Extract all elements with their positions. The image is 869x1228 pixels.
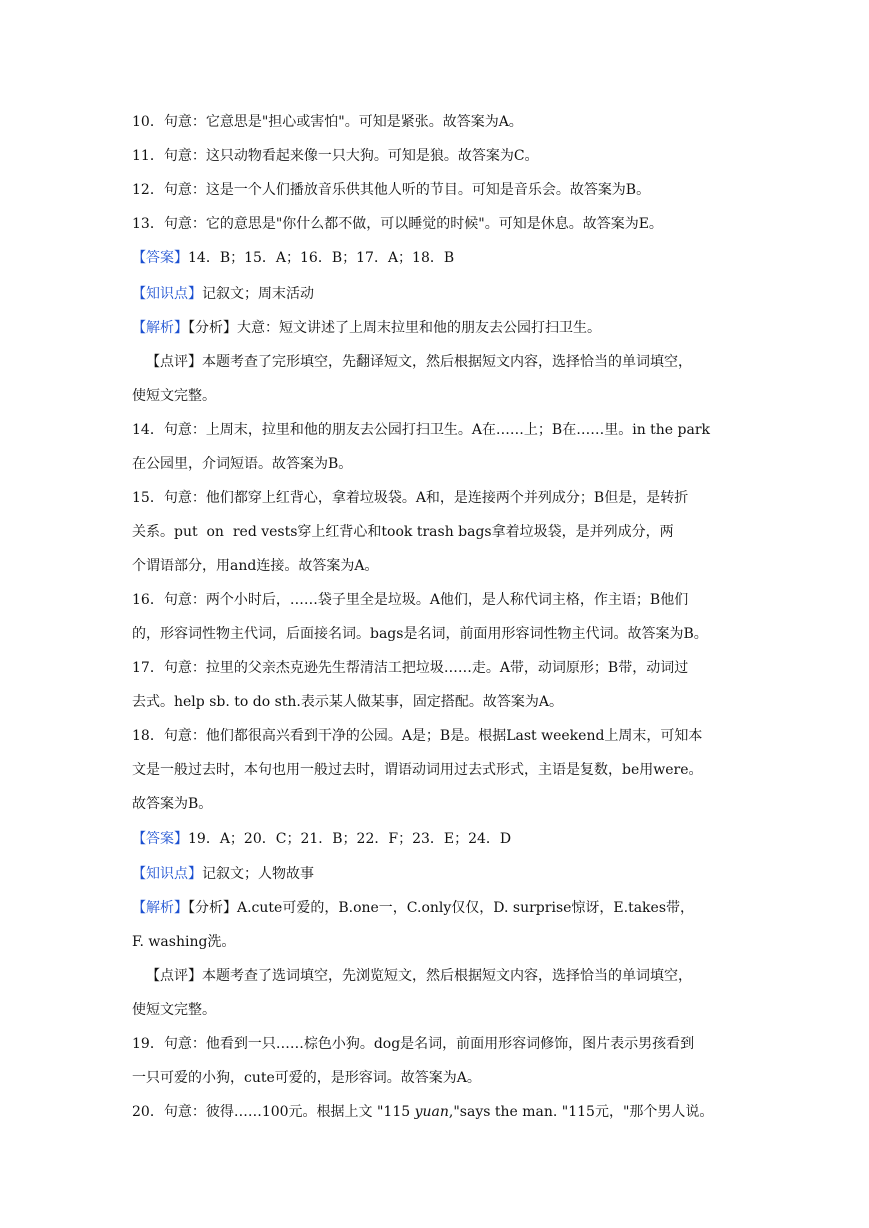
text-line: 18．句意：他们都很高兴看到干净的公园。A是；B是。根据Last weekend上周末，可知本 [132, 728, 703, 744]
text-line: 的，形容词性物主代词，后面接名词。bags是名词，前面用形容词性物主代词。故答案为B。 [132, 626, 708, 642]
knowledge-line: 【知识点】记叙文；人物故事 [132, 866, 314, 882]
text-line: 20．句意：彼得……100元。根据上文 "115 yuan,"says the man. "115元，"那个男人说。 [132, 1104, 714, 1120]
answer-line: 【答案】19．A；20．C；21．B；22．F；23．E；24．D [132, 831, 512, 847]
text-line: 12．句意：这是一个人们播放音乐供其他人听的节目。可知是音乐会。故答案为B。 [132, 182, 651, 198]
text-line: 【点评】本题考查了选词填空，先浏览短文，然后根据短文内容，选择恰当的单词填空， [146, 968, 692, 984]
analysis-line: 【解析】【分析】A.cute可爱的，B.one一，C.only仅仅，D. surprise惊讶，E.takes带， [132, 900, 695, 916]
text-line: 故答案为B。 [132, 796, 213, 812]
text-line: 使短文完整。 [132, 388, 216, 404]
text-line: 19．句意：他看到一只……棕色小狗。dog是名词，前面用形容词修饰，图片表示男孩看到 [132, 1036, 695, 1052]
knowledge-line: 【知识点】记叙文；周末活动 [132, 286, 314, 302]
text-line: 个谓语部分，用and连接。故答案为A。 [132, 558, 379, 574]
text-line: 一只可爱的小狗，cute可爱的，是形容词。故答案为A。 [132, 1070, 481, 1086]
text-line: 16．句意：两个小时后，……袋子里全是垃圾。A他们，是人称代词主格，作主语；B他们 [132, 592, 689, 608]
text-line: 17．句意：拉里的父亲杰克逊先生帮清洁工把垃圾……走。A带，动词原形；B带，动词过 [132, 660, 689, 676]
text-line: 14．句意：上周末，拉里和他的朋友去公园打扫卫生。A在……上；B在……里。in the park [132, 422, 711, 438]
text-line: 13．句意：它的意思是"你什么都不做，可以睡觉的时候"。可知是休息。故答案为E。 [132, 216, 663, 232]
knowledge-tag: 【知识点】 [132, 286, 202, 302]
answer-line: 【答案】14．B；15．A；16．B；17．A；18．B [132, 250, 455, 266]
knowledge-tag: 【知识点】 [132, 866, 202, 882]
text-line: 在公园里，介词短语。故答案为B。 [132, 456, 353, 472]
analysis-line: 【解析】【分析】大意：短文讲述了上周末拉里和他的朋友去公园打扫卫生。 [132, 320, 601, 336]
text-line: 使短文完整。 [132, 1002, 216, 1018]
text-line: 关系。put on red vests穿上红背心和took trash bags拿着垃圾袋，是并列成分，两 [132, 524, 674, 540]
text-line: 【点评】本题考查了完形填空，先翻译短文，然后根据短文内容，选择恰当的单词填空， [146, 354, 692, 370]
answer-tag: 【答案】 [132, 831, 188, 847]
answer-tag: 【答案】 [132, 250, 188, 266]
text-line: 去式。help sb. to do sth.表示某人做某事，固定搭配。故答案为A。 [132, 694, 563, 710]
text-line: 11．句意：这只动物看起来像一只大狗。可知是狼。故答案为C。 [132, 148, 539, 164]
text-line: 文是一般过去时，本句也用一般过去时，谓语动词用过去式形式，主语是复数，be用were。 [132, 762, 703, 778]
text-line: 10．句意：它意思是"担心或害怕"。可知是紧张。故答案为A。 [132, 114, 523, 130]
text-line: F. washing洗。 [132, 934, 236, 950]
text-line: 15．句意：他们都穿上红背心，拿着垃圾袋。A和，是连接两个并列成分；B但是，是转折 [132, 490, 689, 506]
analysis-tag: 【解析】 [132, 320, 188, 336]
analysis-tag: 【解析】 [132, 900, 188, 916]
